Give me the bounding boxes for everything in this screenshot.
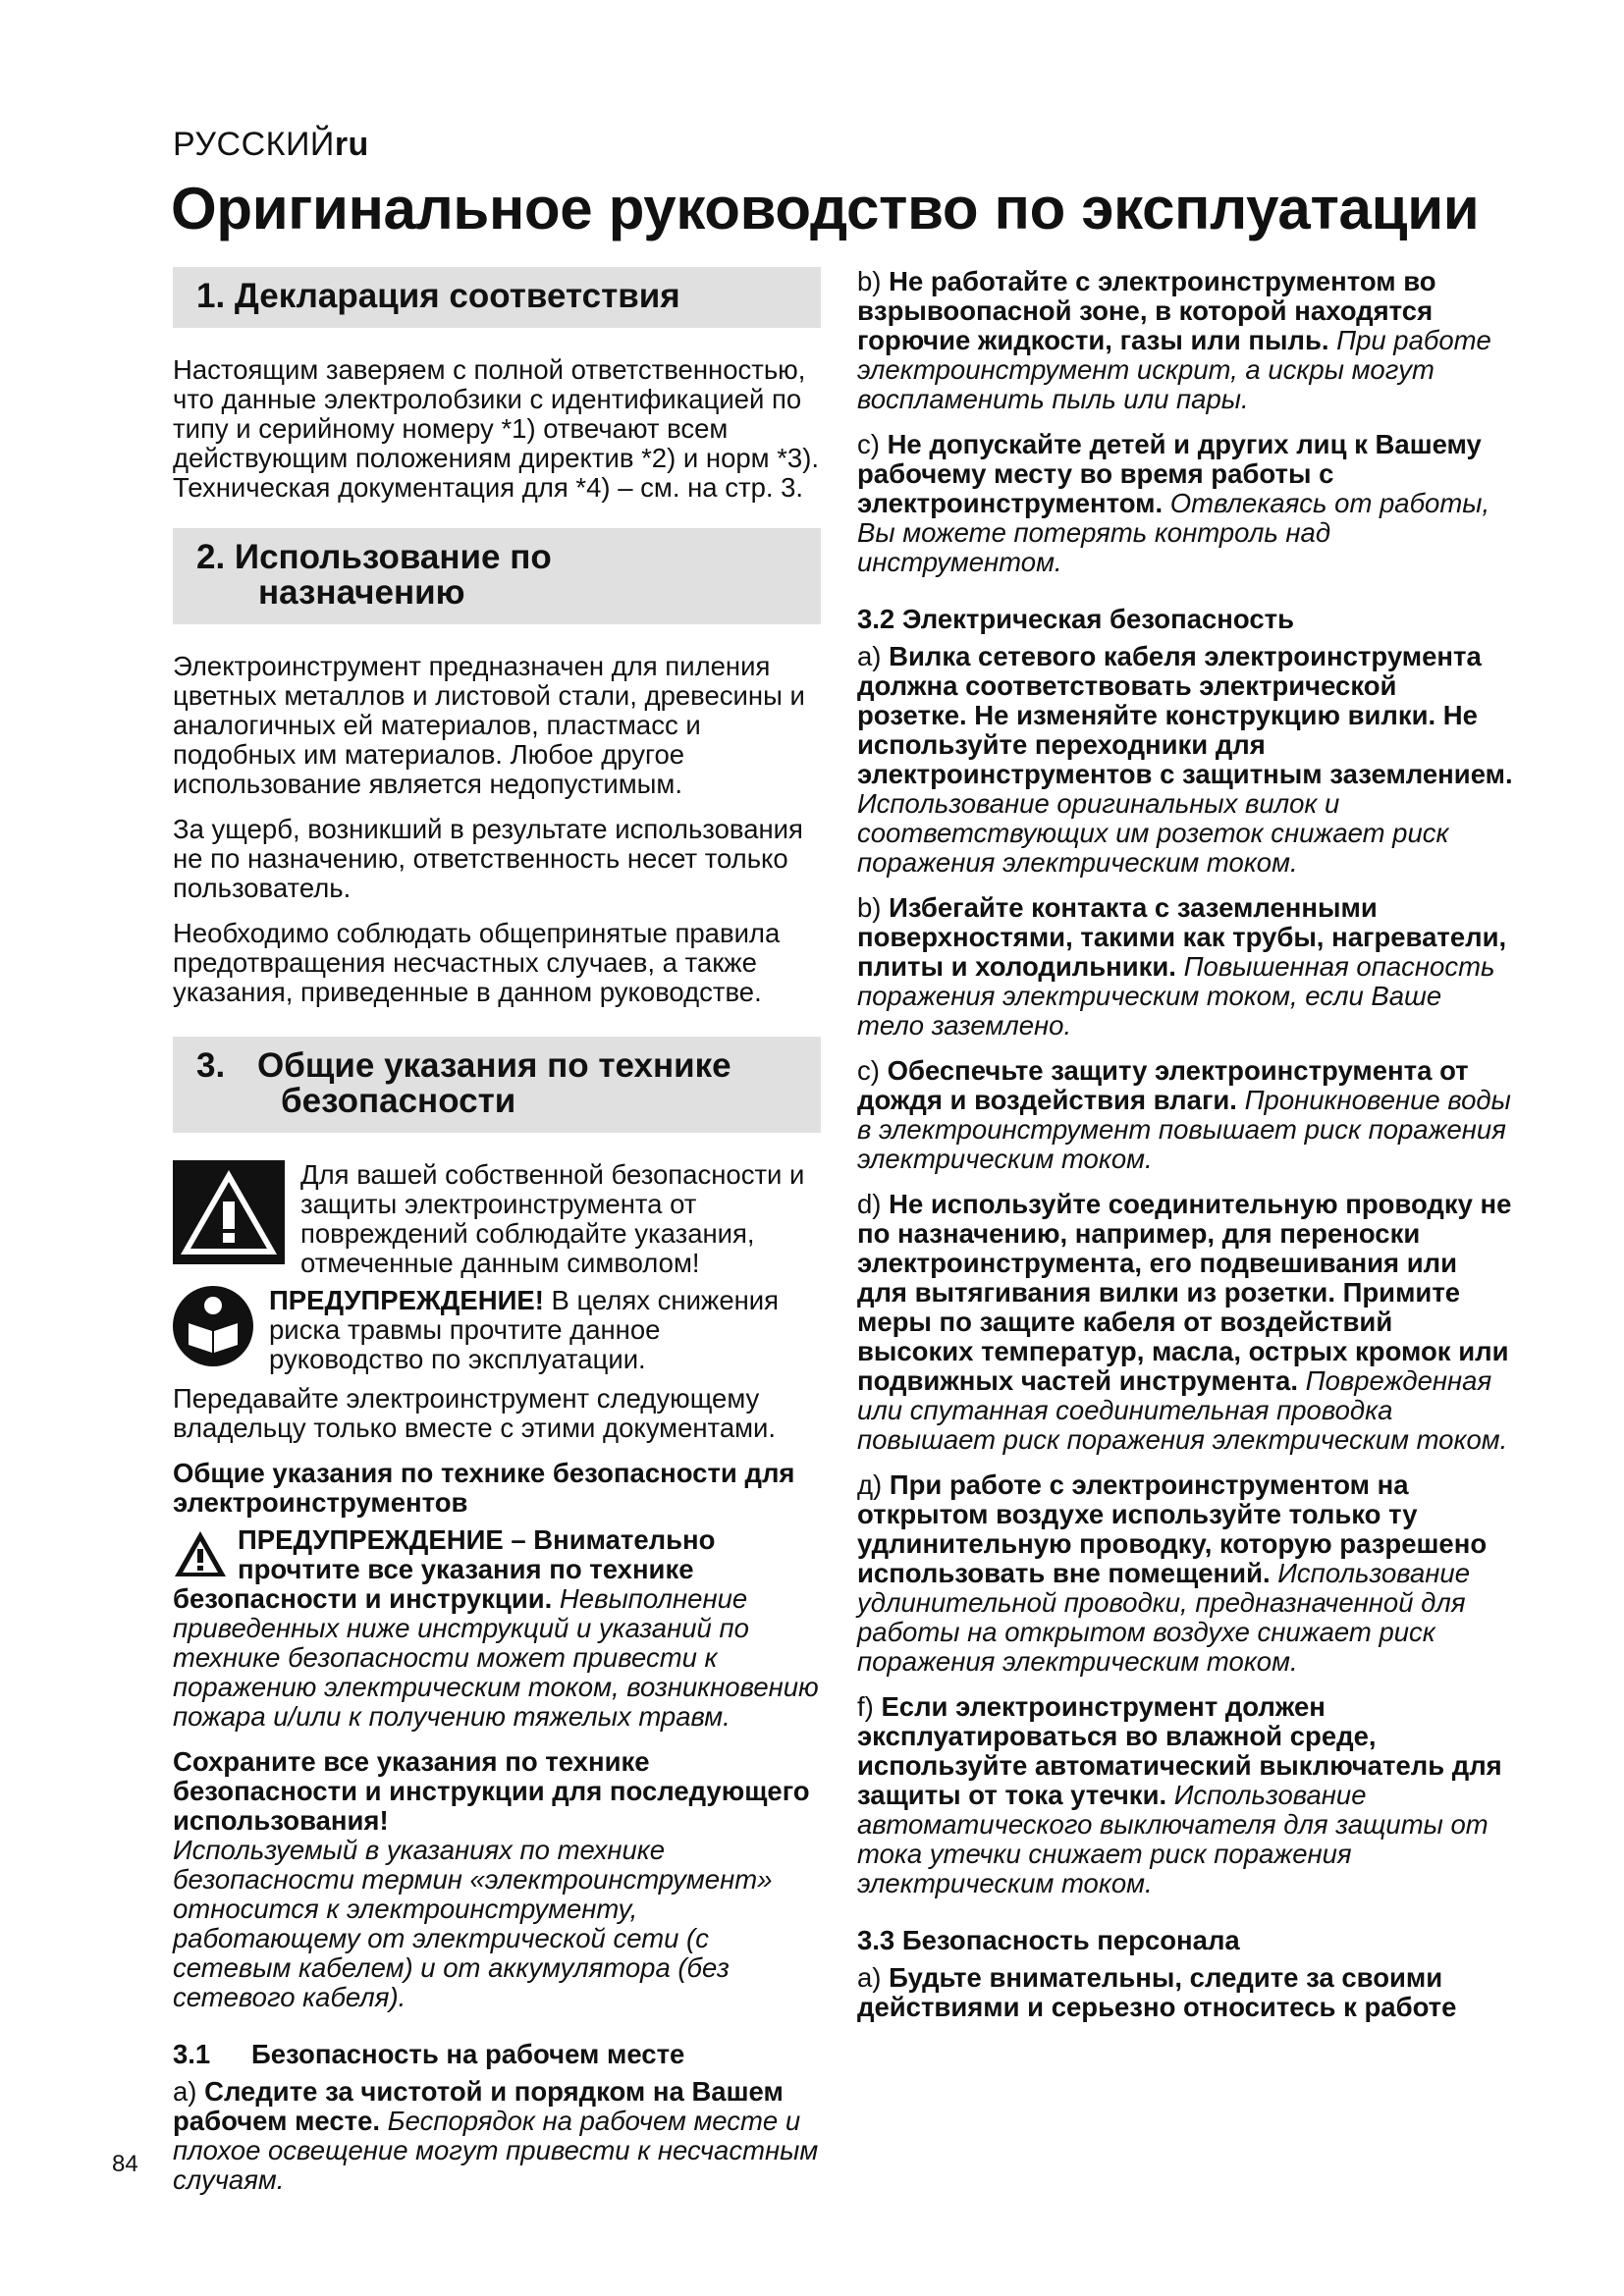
left-column <box>173 267 821 2211</box>
personal-safety-item-a: а) Будьте внимательны, следите за своими действиями и серьезно относитесь к работе <box>857 1962 1457 2022</box>
intended-use-paragraph: Электроинструмент предназначен для пиления цветных металлов и листовой стали, древесины и аналогичных ей материалов, пластмасс и подобных им материалов. Любое другое использование является недопустимым. <box>173 651 805 799</box>
workplace-order-item: а) Следите за чистотой и порядком на Вашем рабочем месте. Беспорядок на рабочем месте и плохое освещение могут привести к несчастным случаям. <box>173 2076 819 2195</box>
electrical-item-d: d) Не используйте соединительную проводку не по назначению, например, для переноски электроинструмента, его подвешивания или для вытягивания вилки из розетки. Примите меры по защите кабеля от воздействий высоких температур, масла, острых кромок или подвижных частей инструмента. Поврежденная или спутанная соединительная проводка повышает риск поражения электрическим током. <box>857 1189 1512 1455</box>
general-safety-subheading: Общие указания по технике безопасности для электроинструментов <box>173 1458 795 1518</box>
children-distance-item: c) Не допускайте детей и других лиц к Вашему рабочему месту во время работы с электроинструментом. Отвлекаясь от работы, Вы можете потерять контроль над инструментом. <box>857 429 1490 577</box>
explosive-area-item: b) Не работайте с электроинструментом во взрывоопасной зоне, в которой находятся горючие жидкости, газы или пыль. При работе электроинструмент искрит, а искры могут воспламенить пыль или пары. <box>857 266 1491 414</box>
subsection-3-2-heading: 3.2 Электрическая безопасность <box>857 604 1294 634</box>
right-column <box>857 267 1513 2038</box>
language-label: РУССКИЙru <box>173 126 369 163</box>
warning-triangle-icon <box>173 1160 285 1270</box>
section-1-heading: 1. Декларация соответствия <box>173 267 821 328</box>
subsection-3-3-heading: 3.3 Безопасность персонала <box>857 1925 1240 1955</box>
symbol-notice: Для вашей собственной безопасности и защиты электроинструмента от повреждений соблюдайте указания, отмеченные данным символом! <box>173 1160 821 1278</box>
subsection-3-1-heading: 3.1 Безопасность на рабочем месте <box>173 2039 685 2069</box>
declaration-paragraph: Настоящим заверяем с полной ответственностью, что данные электролобзики с идентификацией по типу и серийному номеру *1) отвечают всем действующим положениям директив *2) и норм *3). Техническая документация для *4) – см. на стр. 3. <box>173 354 820 503</box>
page-number: 84 <box>112 2151 138 2177</box>
section-3-heading: 3. Общие указания по технике безопасности <box>173 1037 821 1133</box>
liability-paragraph: За ущерб, возникший в результате использования не по назначению, ответственность несет только пользователь. <box>173 814 803 903</box>
document-title: Оригинальное руководство по эксплуатации <box>171 176 1480 241</box>
pass-documents-paragraph: Передавайте электроинструмент следующему владельцу только вместе с этими документами. <box>173 1383 777 1443</box>
read-instructions-warning: ПРЕДУПРЕЖДЕНИЕ – Внимательно прочтите все указания по технике безопасности и инструкции. Невыполнение приведенных ниже инструкций и указаний по технике безопасности может привести к поражению электрическим током, возникновению пожара и/или к получению тяжелых травм. <box>173 1524 819 1732</box>
keep-instructions-paragraph: Сохраните все указания по технике безопасности и инструкции для последующего использования! Используемый в указаниях по технике безопасности термин «электроинструмент» относится к электроинструменту, работающему от электрической сети (с сетевым кабелем) и от аккумулятора (без сетевого кабеля). <box>173 1746 810 2012</box>
read-manual-notice: ПРЕДУПРЕЖДЕНИЕ! В целях снижения риска травмы прочтите данное руководство по эксплуатации. <box>173 1286 821 1374</box>
warning-triangle-icon <box>173 1529 228 1584</box>
electrical-item-a: а) Вилка сетевого кабеля электроинструмента должна соответствовать электрической розетке. Не изменяйте конструкцию вилки. Не используйте переходники для электроинструментов с защитным заземлением. Использование оригинальных вилок и соответствующих им розеток снижает риск поражения электрическим током. <box>857 641 1513 878</box>
electrical-item-f: f) Если электроинструмент должен эксплуатироваться во влажной среде, используйте автоматический выключатель для защиты от тока утечки. Использование автоматического выключателя для защиты от тока утечки снижает риск поражения электрическим током. <box>857 1691 1502 1898</box>
read-manual-icon <box>173 1286 253 1372</box>
electrical-item-b: b) Избегайте контакта с заземленными поверхностями, такими как трубы, нагреватели, плиты и холодильники. Повышенная опасность поражения электрическим током, если Ваше тело заземлено. <box>857 892 1507 1041</box>
electrical-item-e: д) При работе с электроинструментом на открытом воздухе используйте только ту удлинительную проводку, которую разрешено использовать вне помещений. Использование удлинительной проводки, предназначенной для работы на открытом воздухе снижает риск поражения электрическим током. <box>857 1469 1488 1677</box>
section-2-heading: 2. Использование по назначению <box>173 528 821 624</box>
accident-prevention-paragraph: Необходимо соблюдать общепринятые правила предотвращения несчастных случаев, а также указания, приведенные в данном руководстве. <box>173 918 781 1007</box>
electrical-item-c: c) Обеспечьте защиту электроинструмента от дождя и воздействия влаги. Проникновение воды в электроинструмент повышает риск поражения электрическим током. <box>857 1055 1511 1174</box>
